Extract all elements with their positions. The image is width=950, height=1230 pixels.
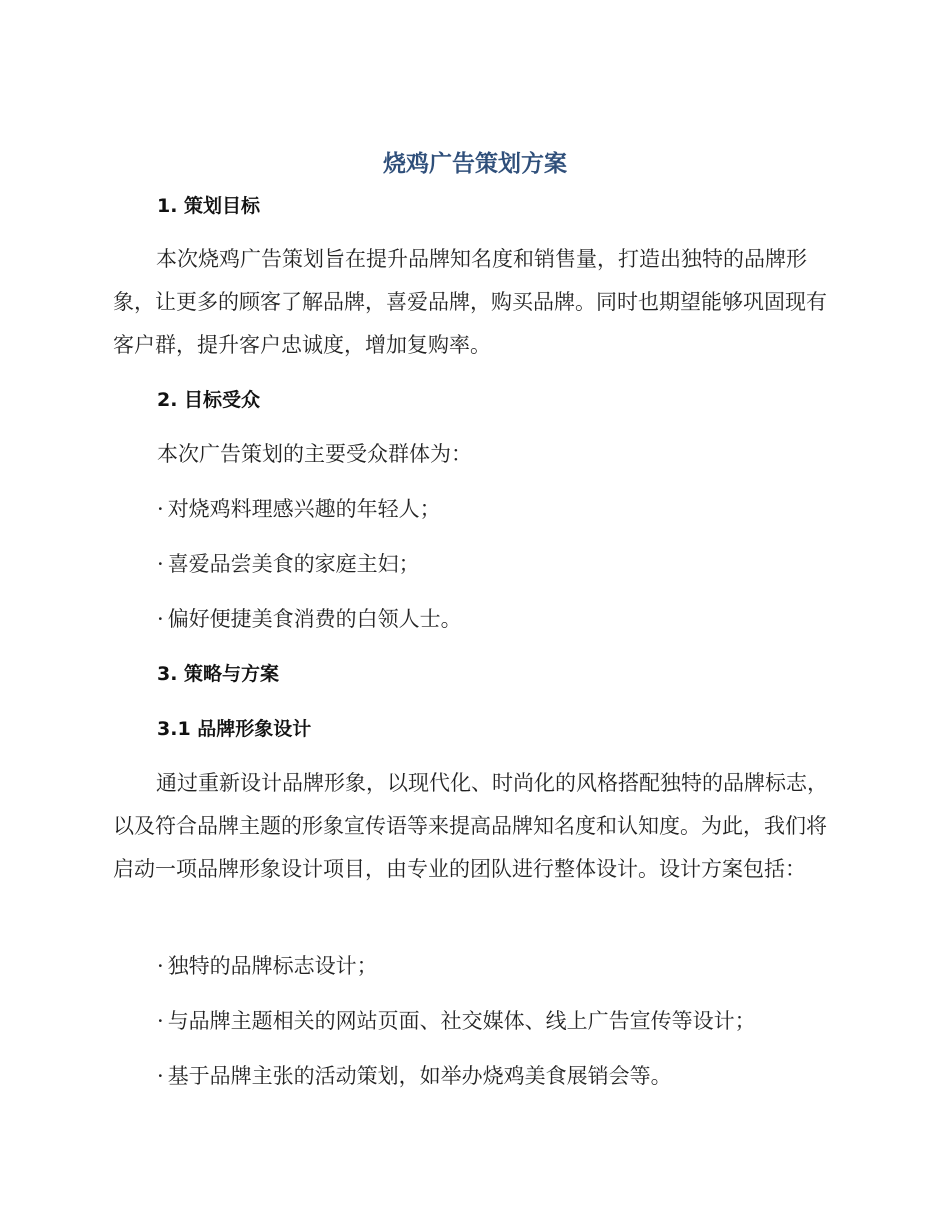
paragraph-goals: 本次烧鸡广告策划旨在提升品牌知名度和销售量，打造出独特的品牌形象，让更多的顾客了解品牌，喜爱品牌，购买品牌。同时也期望能够巩固现有客户群，提升客户忠诚度，增加复购率。 bbox=[113, 247, 827, 357]
list-item bbox=[157, 1006, 756, 1036]
list-item bbox=[157, 604, 462, 634]
section-heading-strategy: 3. 策略与方案 bbox=[157, 663, 280, 685]
list-item bbox=[157, 951, 378, 981]
paragraph-brand-image: 通过重新设计品牌形象，以现代化、时尚化的风格搭配独特的品牌标志，以及符合品牌主题的形象宣传语等来提高品牌知名度和认知度。为此，我们将启动一项品牌形象设计项目，由专业的团队进行整体设计。设计方案包括： bbox=[113, 771, 828, 881]
paragraph-audience-intro: 本次广告策划的主要受众群体为： bbox=[157, 442, 472, 466]
document-title: 烧鸡广告策划方案 bbox=[383, 151, 567, 177]
list-item bbox=[157, 494, 441, 524]
list-item bbox=[157, 549, 420, 579]
list-item-text: 偏好便捷美食消费的白领人士。 bbox=[167, 607, 462, 631]
bullet-marker: · bbox=[157, 1064, 164, 1088]
bullet-marker: · bbox=[157, 954, 164, 978]
list-item bbox=[157, 1061, 672, 1091]
bullet-marker: · bbox=[157, 607, 164, 631]
list-item-text: 基于品牌主张的活动策划，如举办烧鸡美食展销会等。 bbox=[167, 1064, 672, 1088]
list-item-text: 喜爱品尝美食的家庭主妇； bbox=[167, 552, 420, 576]
bullet-marker: · bbox=[157, 497, 164, 521]
subsection-heading-brand-image: 3.1 品牌形象设计 bbox=[157, 718, 312, 740]
list-item-text: 与品牌主题相关的网站页面、社交媒体、线上广告宣传等设计； bbox=[167, 1009, 756, 1033]
section-heading-audience: 2. 目标受众 bbox=[157, 389, 261, 411]
bullet-marker: · bbox=[157, 1009, 164, 1033]
list-item-text: 对烧鸡料理感兴趣的年轻人； bbox=[167, 497, 441, 521]
bullet-marker: · bbox=[157, 552, 164, 576]
section-heading-goals: 1. 策划目标 bbox=[157, 195, 261, 217]
list-item-text: 独特的品牌标志设计； bbox=[167, 954, 378, 978]
